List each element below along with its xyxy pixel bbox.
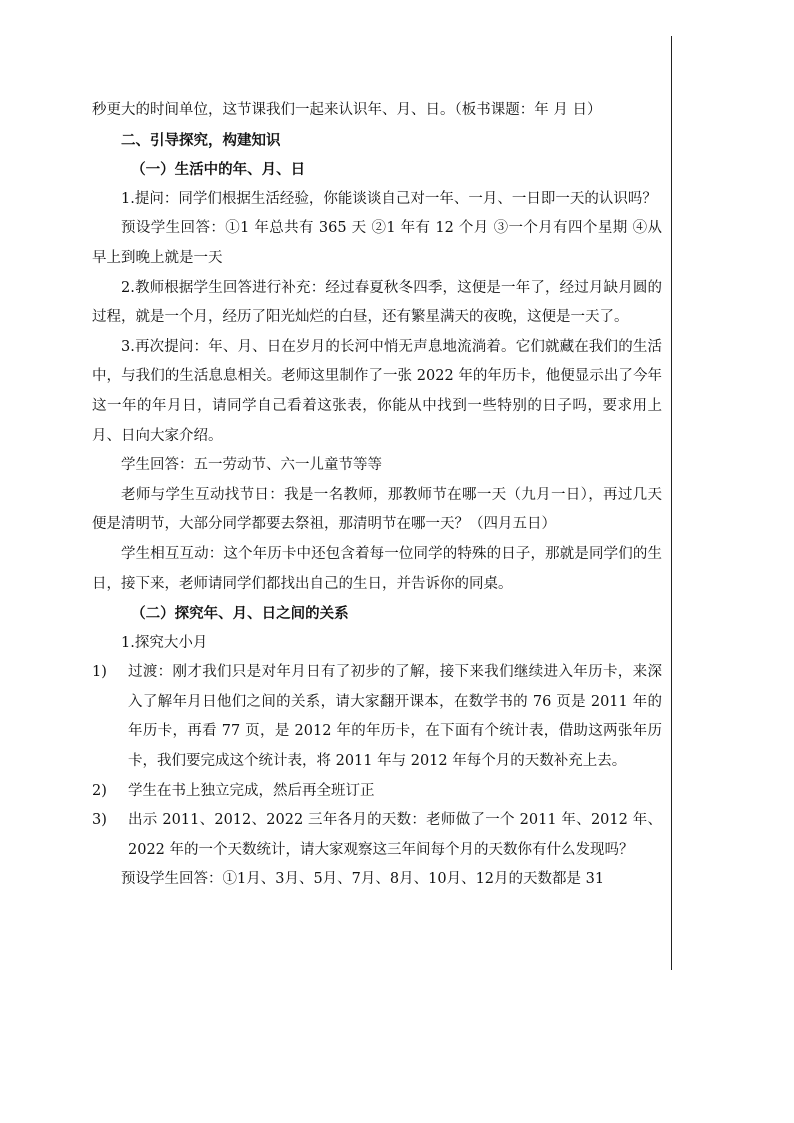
paragraph-holiday-interaction: 老师与学生互动找节日：我是一名教师，那教师节在哪一天（九月一日），再过几天便是清明节，大部分同学都要去祭祖，那清明节在哪一天？（四月五日）: [92, 486, 662, 533]
list-item-number: 1): [92, 664, 107, 681]
list-item: [92, 777, 662, 807]
document-body: [92, 96, 662, 895]
list-item: [92, 658, 662, 776]
paragraph-question-3: 3.再次提问：年、月、日在岁月的长河中悄无声息地流淌着。它们就藏在我们的生活中，与我们的生活息息相关。老师这里制作了一张 2022 年的年历卡，他便显示出了今年这一年的年月日，请同学自己看着这张表，你能从中找到一些特别的日子吗，要求用上月、日向大家介绍。: [92, 338, 662, 444]
list-item: [92, 806, 662, 865]
paragraph-birthday-interaction: 学生相互互动：这个年历卡中还包含着每一位同学的特殊的日子，那就是同学们的生日，接下来，老师请同学们都找出自己的生日，并告诉你的同桌。: [92, 545, 662, 592]
paragraph-expected-answer-2: 预设学生回答：①1月、3月、5月、7月、8月、10月、12月的天数都是 31: [121, 871, 605, 888]
subsection-heading-2: （二）探究年、月、日之间的关系: [131, 605, 349, 623]
list-item-text: 过渡：刚才我们只是对年月日有了初步的了解，接下来我们继续进入年历卡，来深入了解年月日他们之间的关系，请大家翻开课本，在数学书的 76 页是 2011 年的年历卡，再看 77 页，是 2012 年的年历卡，在下面有个统计表，借助这两张年历卡，我们要完成这个统计表，将 2011 年与 2012 年每个月的天数补充上去。: [128, 664, 662, 770]
list-item-text: 出示 2011、2012、2022 三年各月的天数：老师做了一个 2011 年、2012 年、2022 年的一个天数统计，请大家观察这三年间每个月的天数你有什么发现吗？: [128, 812, 662, 858]
paragraph-teacher-supplement: 2.教师根据学生回答进行补充：经过春夏秋冬四季，这便是一年了，经过月缺月圆的过程，就是一个月，经历了阳光灿烂的白昼，还有繁星满天的夜晚，这便是一天了。: [92, 279, 662, 326]
paragraph-student-answer: 学生回答：五一劳动节、六一儿童节等等: [121, 457, 382, 474]
list-item-text: 学生在书上独立完成，然后再全班订正: [128, 782, 375, 799]
paragraph-expected-answer-1: 预设学生回答：①1 年总共有 365 天 ②1 年有 12 个月 ③一个月有四个星期 ④从早上到晚上就是一天: [92, 220, 662, 266]
paragraph-explore-months: 1.探究大小月: [121, 634, 208, 651]
paragraph-question-1: 1.提问：同学们根据生活经验，你能谈谈自己对一年、一月、一日即一天的认识吗？: [121, 190, 657, 207]
paragraph-intro-end: 秒更大的时间单位，这节课我们一起来认识年、月、日。（板书课题：年 月 日）: [92, 102, 602, 118]
list-item-number: 3): [92, 812, 107, 829]
steps-list: [92, 658, 662, 865]
list-item-number: 2): [92, 782, 107, 799]
subsection-heading-1: （一）生活中的年、月、日: [131, 161, 306, 179]
margin-rule: [671, 36, 672, 970]
section-heading-2: 二、引导探究，构建知识: [121, 131, 281, 149]
